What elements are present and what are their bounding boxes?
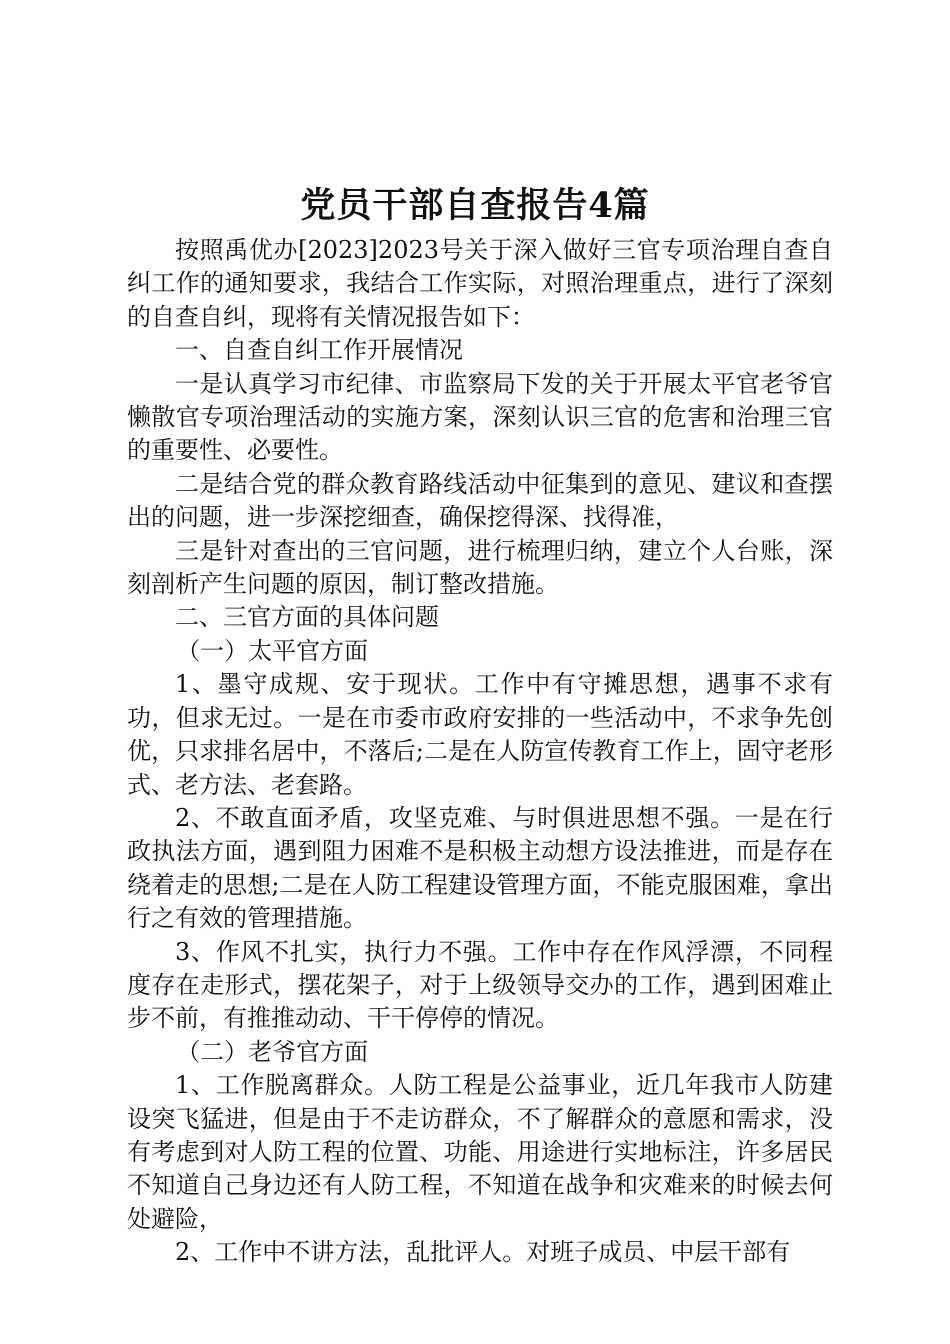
- section-heading-2: 二、三官方面的具体问题: [175, 603, 439, 632]
- paragraph: 一是认真学习市纪律、市监察局下发的关于开展太平官老爷官懒散官专项治理活动的实施方案，深刻认识三官的危害和治理三官的重要性、必要性。: [127, 369, 833, 465]
- paragraph: 1、墨守成规、安于现状。工作中有守摊思想，遇事不求有功，但求无过。一是在市委市政府安排的一些活动中，不求争先创优，只求排名居中，不落后;二是在人防宣传教育工作上，固守老形式、老方法、老套路。: [127, 670, 833, 799]
- document-title: 党员干部自查报告4篇: [300, 185, 650, 226]
- paragraph: 1、工作脱离群众。人防工程是公益事业，近几年我市人防建设突飞猛进，但是由于不走访群众，不了解群众的意愿和需求，没有考虑到对人防工程的位置、功能、用途进行实地标注，许多居民不知道自己身边还有人防工程，不知道在战争和灾难来的时候去何处避险，: [127, 1071, 833, 1233]
- subsection-heading-1: （一）太平官方面: [176, 636, 369, 665]
- paragraph: 二是结合党的群众教育路线活动中征集到的意见、建议和查摆出的问题，进一步深挖细查，确保挖得深、找得准，: [127, 469, 833, 532]
- paragraph-intro: 按照禹优办[2023]2023号关于深入做好三官专项治理自查自纠工作的通知要求，我结合工作实际，对照治理重点，进行了深刻的自查自纠，现将有关情况报告如下：: [127, 236, 833, 331]
- section-heading-1: 一、自查自纠工作开展情况: [175, 336, 463, 365]
- paragraph: 2、不敢直面矛盾，攻坚克难、与时俱进思想不强。一是在行政执法方面，遇到阻力困难不是积极主动想方设法推进，而是存在绕着走的思想;二是在人防工程建设管理方面，不能克服困难，拿出行之有效的管理措施。: [127, 803, 833, 933]
- paragraph: 2、工作中不讲方法，乱批评人。对班子成员、中层干部有: [175, 1238, 791, 1267]
- paragraph: 3、作风不扎实，执行力不强。工作中存在作风浮漂，不同程度存在走形式，摆花架子，对于上级领导交办的工作，遇到困难止步不前，有推推动动、干干停停的情况。: [127, 937, 833, 1033]
- subsection-heading-2: （二）老爷官方面: [176, 1037, 369, 1066]
- document-body: [127, 234, 833, 1270]
- paragraph: 三是针对查出的三官问题，进行梳理归纳，建立个人台账，深刻剖析产生问题的原因，制订整改措施。: [127, 536, 833, 599]
